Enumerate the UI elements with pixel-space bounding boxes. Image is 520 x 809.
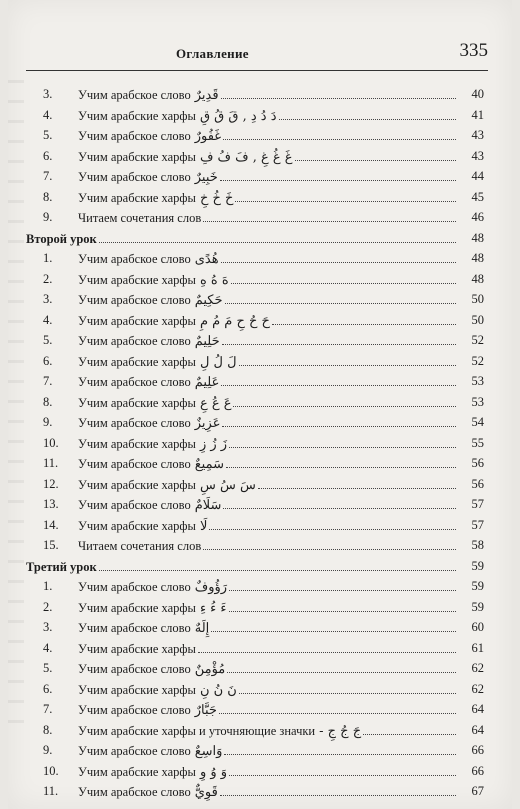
toc-entry-number: 9. [43, 415, 53, 429]
toc-entry-page: 59 [471, 599, 484, 614]
toc-entry-page: 48 [471, 251, 484, 265]
toc-section-heading [26, 556, 488, 577]
toc-entry-page: 56 [471, 476, 484, 491]
toc-entry-page: 50 [471, 292, 484, 306]
toc-entry-arabic: مُؤْمِنٌ [194, 662, 226, 677]
toc-entry [26, 474, 488, 495]
toc-entry-arabic: نَ نُ نِ [199, 682, 237, 698]
toc-entry-label: Учим арабские харфы [78, 108, 196, 123]
toc-entry-arabic: جَ جُ جِ - [319, 723, 362, 739]
toc-entry-number: 12. [43, 476, 59, 491]
toc-entry-page: 53 [471, 394, 484, 409]
toc-entry-text [78, 371, 456, 394]
toc-entry-label: Учим арабские харфы [78, 190, 196, 205]
toc-entry-number: 8. [43, 189, 53, 204]
toc-entry-text [78, 310, 456, 333]
toc-entry [26, 187, 488, 208]
toc-entry-label: Учим арабские харфы [78, 682, 196, 697]
toc-entry-label: Учим арабские харфы [78, 436, 196, 451]
toc-entry-label: Учим арабские харфы [78, 395, 196, 410]
toc-entry-label: Учим арабское слово [78, 252, 191, 266]
toc-entry-text [78, 679, 456, 702]
toc-entry-number: 13. [43, 497, 59, 511]
toc-entry-number: 3. [43, 620, 53, 634]
toc-entry-page: 45 [471, 189, 484, 204]
toc-entry-number: 10. [43, 435, 59, 450]
toc-entry-label: Учим арабские харфы [78, 272, 196, 287]
dot-leader [363, 720, 456, 735]
dot-leader [258, 474, 456, 489]
toc-entry [26, 146, 488, 167]
toc-entry-text [78, 740, 456, 763]
toc-entry-number: 2. [43, 599, 53, 614]
toc-entry-text [78, 453, 456, 476]
toc-entry-text [78, 166, 456, 189]
toc-entry-page: 54 [471, 415, 484, 429]
toc-entry-label: Читаем сочетания слов [78, 539, 202, 553]
toc-entry-label: Учим арабское слово [78, 621, 191, 635]
toc-entry-label: Учим арабское слово [78, 498, 191, 512]
toc-entry-label: Учим арабское слово [78, 170, 191, 184]
toc-entry-arabic: خَ خُ خِ [199, 190, 234, 206]
toc-entry [26, 679, 488, 700]
toc-entry [26, 84, 488, 105]
toc-entry-label: Учим арабские харфы [78, 764, 196, 779]
toc-entry [26, 515, 488, 536]
dot-leader [203, 207, 456, 222]
toc-entry-arabic: لَا [199, 518, 208, 534]
dot-leader [223, 494, 456, 509]
toc-entry-page: 43 [471, 128, 484, 142]
toc-entry-page: 67 [471, 784, 484, 798]
toc-entry-number: 4. [43, 640, 53, 655]
toc-entry-page: 52 [471, 333, 484, 347]
toc-entry-number: 6. [43, 681, 53, 696]
toc-entry-text [78, 658, 456, 681]
toc-entry-label: Учим арабское слово [78, 662, 191, 676]
toc-entry-text [26, 228, 456, 250]
toc-entry-arabic: قَوِيٌّ [194, 785, 218, 800]
dot-leader [229, 576, 456, 591]
toc-entry [26, 392, 488, 413]
dot-leader [224, 740, 456, 755]
toc-entry-page: 57 [471, 517, 484, 532]
page-title: Оглавление [176, 46, 249, 61]
toc-entry-label: Учим арабские харфы [78, 641, 196, 656]
toc-entry-label: Третий урок [26, 559, 97, 574]
toc-entry-page: 55 [471, 435, 484, 450]
toc-entry [26, 105, 488, 126]
dot-leader [203, 535, 456, 550]
toc-entry-text [78, 474, 456, 497]
toc-entry-number: 8. [43, 394, 53, 409]
toc-entry-arabic: غَ غُ غِ , فَ فُ فِ [199, 149, 293, 165]
toc-entry-label: Учим арабское слово [78, 457, 191, 471]
dot-leader [229, 597, 456, 612]
toc-entry-label: Учим арабское слово [78, 580, 191, 594]
dot-leader [220, 781, 456, 796]
toc-entry-text [78, 330, 456, 353]
toc-entry-arabic: دَ دُ دِ , قَ قُ قِ [199, 108, 277, 124]
toc-entry-arabic: هُدًى [194, 252, 219, 267]
toc-entry-page: 57 [471, 497, 484, 511]
toc-entry [26, 351, 488, 372]
toc-entry-arabic: حَكِيمٌ [194, 293, 223, 308]
dot-leader [231, 269, 456, 284]
toc-entry-arabic: جَبَّارٌ [194, 703, 217, 718]
toc-entry-page: 43 [471, 148, 484, 163]
toc-entry-text [78, 535, 456, 557]
toc-entry-number: 15. [43, 538, 59, 552]
toc-entry-number: 14. [43, 517, 59, 532]
toc-entry-arabic: سَمِيعٌ [194, 457, 224, 472]
toc-entry-number: 8. [43, 722, 53, 737]
toc-entry-page: 56 [471, 456, 484, 470]
toc-entry-page: 62 [471, 681, 484, 696]
toc-entry-text [78, 433, 456, 456]
toc-entry-label: Учим арабские харфы [78, 149, 196, 164]
toc-entry-number: 3. [43, 87, 53, 101]
toc-entry-text [78, 248, 456, 271]
toc-entry-arabic: هَ هُ هِ [199, 272, 229, 288]
toc-entry [26, 310, 488, 331]
toc-entry-number: 5. [43, 128, 53, 142]
toc-entry-page: 66 [471, 743, 484, 757]
book-page [8, 0, 512, 809]
toc-entry-text [78, 146, 456, 169]
toc-entry-text [78, 269, 456, 292]
toc-entry-arabic: إِلَهٌ [194, 621, 210, 636]
toc-entry-label: Учим арабские харфы [78, 600, 196, 615]
toc-entry-label: Учим арабские харфы [78, 477, 196, 492]
toc-entry [26, 576, 488, 597]
toc-entry-number: 4. [43, 107, 53, 122]
toc-entry-arabic: حَ حُ حِ مَ مُ مِ [199, 313, 270, 329]
toc-entry-number: 9. [43, 210, 53, 224]
toc-entry-number: 11. [43, 456, 59, 470]
toc-entry-arabic: زَ زُ زِ [199, 436, 228, 452]
toc-entry [26, 207, 488, 228]
toc-entry-text [78, 392, 456, 415]
toc-entry-text [78, 638, 456, 660]
dot-leader [221, 371, 456, 386]
toc-entry-page: 48 [471, 230, 484, 245]
toc-entry-arabic: سَ سُ سِ [199, 477, 256, 493]
dot-leader [99, 228, 456, 243]
toc-entry [26, 617, 488, 638]
toc-entry-number: 1. [43, 579, 53, 593]
toc-entry-label: Учим арабское слово [78, 334, 191, 348]
toc-entry-label: Учим арабское слово [78, 744, 191, 758]
toc-entry-text [26, 556, 456, 578]
dot-leader [227, 658, 456, 673]
toc-entry-number: 5. [43, 661, 53, 675]
toc-entry-page: 52 [471, 353, 484, 368]
toc-entry [26, 371, 488, 392]
toc-entry-page: 58 [471, 538, 484, 552]
table-of-contents [26, 84, 488, 802]
toc-entry-text [78, 84, 456, 107]
toc-entry-number: 7. [43, 374, 53, 388]
toc-entry-text [78, 617, 456, 640]
toc-entry-arabic: سَلَامٌ [194, 498, 222, 513]
toc-entry [26, 330, 488, 351]
toc-entry [26, 125, 488, 146]
toc-entry-label: Учим арабское слово [78, 416, 191, 430]
toc-entry-arabic: غَفُورٌ [194, 129, 222, 144]
page-header [26, 40, 488, 71]
dot-leader [225, 289, 456, 304]
toc-entry-label: Учим арабское слово [78, 88, 191, 102]
toc-entry-label: Учим арабское слово [78, 293, 191, 307]
toc-entry-number: 10. [43, 763, 59, 778]
toc-entry-page: 61 [471, 640, 484, 655]
toc-entry [26, 248, 488, 269]
toc-entry [26, 166, 488, 187]
toc-entry-text [78, 576, 456, 599]
toc-entry-arabic: عَ عُ عِ [199, 395, 232, 411]
toc-entry-text [78, 187, 456, 210]
toc-entry [26, 761, 488, 782]
dot-leader [221, 84, 456, 99]
toc-entry-number: 4. [43, 312, 53, 327]
toc-entry-page: 64 [471, 702, 484, 716]
dot-leader [221, 248, 456, 263]
toc-entry-page: 64 [471, 722, 484, 737]
toc-entry-text [78, 761, 456, 784]
bleed-through-text [8, 80, 24, 740]
toc-entry-label: Учим арабские харфы [78, 354, 196, 369]
dot-leader [226, 453, 456, 468]
dot-leader [222, 412, 456, 427]
toc-entry-label: Учим арабские харфы и уточняющие значки [78, 723, 316, 738]
dot-leader [279, 105, 457, 120]
toc-entry-number: 7. [43, 702, 53, 716]
toc-entry [26, 453, 488, 474]
toc-entry-label: Учим арабское слово [78, 785, 191, 799]
dot-leader [229, 433, 456, 448]
toc-entry-text [78, 515, 456, 538]
toc-entry-arabic: خَبِيرٌ [194, 170, 218, 185]
toc-entry-text [78, 720, 456, 743]
toc-entry-label: Учим арабское слово [78, 129, 191, 143]
toc-entry [26, 289, 488, 310]
dot-leader [219, 699, 456, 714]
toc-entry [26, 781, 488, 802]
toc-entry [26, 638, 488, 659]
toc-entry-text [78, 412, 456, 435]
toc-entry [26, 433, 488, 454]
toc-entry-label: Читаем сочетания слов [78, 211, 202, 225]
toc-entry [26, 720, 488, 741]
toc-entry-label: Второй урок [26, 231, 97, 246]
toc-entry-number: 6. [43, 353, 53, 368]
toc-entry-number: 3. [43, 292, 53, 306]
toc-entry-page: 66 [471, 763, 484, 778]
dot-leader [233, 392, 456, 407]
toc-entry-arabic: قَدِيرٌ [194, 88, 219, 103]
toc-entry-page: 46 [471, 210, 484, 224]
toc-entry-arabic: رَؤُوفٌ [194, 580, 228, 595]
toc-entry [26, 494, 488, 515]
toc-entry-page: 60 [471, 620, 484, 634]
toc-entry-number: 7. [43, 169, 53, 183]
toc-entry-text [78, 125, 456, 148]
toc-entry-text [78, 781, 456, 804]
dot-leader [99, 556, 456, 571]
dot-leader [295, 146, 456, 161]
toc-entry-arabic: عَلِيمٌ [194, 375, 220, 390]
toc-entry-arabic: وَاسِعٌ [194, 744, 223, 759]
toc-entry-page: 59 [471, 579, 484, 593]
toc-entry-page: 59 [471, 558, 484, 573]
dot-leader [229, 761, 456, 776]
toc-entry-number: 6. [43, 148, 53, 163]
toc-entry-text [78, 597, 456, 620]
toc-entry-arabic: عَزِيزٌ [194, 416, 221, 431]
toc-entry-label: Учим арабские харфы [78, 313, 196, 328]
toc-entry-page: 62 [471, 661, 484, 675]
dot-leader [272, 310, 456, 325]
toc-entry-page: 48 [471, 271, 484, 286]
toc-entry-label: Учим арабское слово [78, 375, 191, 389]
toc-section-heading [26, 228, 488, 249]
dot-leader [220, 166, 456, 181]
toc-entry-arabic: حَلِيمٌ [194, 334, 220, 349]
toc-entry-text [78, 699, 456, 722]
page-number: 335 [459, 40, 488, 61]
toc-entry-number: 11. [43, 784, 59, 798]
toc-entry-arabic: ءَ ءُ ءِ [199, 600, 227, 616]
toc-entry [26, 740, 488, 761]
dot-leader [211, 617, 456, 632]
toc-entry-number: 1. [43, 251, 53, 265]
dot-leader [239, 679, 456, 694]
toc-entry-text [78, 207, 456, 229]
toc-entry [26, 658, 488, 679]
toc-entry-text [78, 351, 456, 374]
toc-entry-number: 5. [43, 333, 53, 347]
dot-leader [198, 638, 456, 653]
dot-leader [235, 187, 456, 202]
dot-leader [222, 330, 456, 345]
toc-entry-text [78, 105, 456, 128]
toc-entry [26, 412, 488, 433]
toc-entry [26, 269, 488, 290]
toc-entry [26, 535, 488, 556]
toc-entry-page: 44 [471, 169, 484, 183]
toc-entry-number: 2. [43, 271, 53, 286]
toc-entry-arabic: وَ وُ وِ [199, 764, 228, 780]
toc-entry-page: 40 [471, 87, 484, 101]
toc-entry-number: 9. [43, 743, 53, 757]
toc-entry-text [78, 289, 456, 312]
dot-leader [209, 515, 456, 530]
toc-entry [26, 597, 488, 618]
toc-entry [26, 699, 488, 720]
toc-entry-text [78, 494, 456, 517]
dot-leader [239, 351, 456, 366]
toc-entry-page: 50 [471, 312, 484, 327]
toc-entry-page: 41 [471, 107, 484, 122]
toc-entry-label: Учим арабские харфы [78, 518, 196, 533]
toc-entry-page: 53 [471, 374, 484, 388]
toc-entry-arabic: لَ لُ لِ [199, 354, 237, 370]
dot-leader [223, 125, 456, 140]
toc-entry-label: Учим арабское слово [78, 703, 191, 717]
